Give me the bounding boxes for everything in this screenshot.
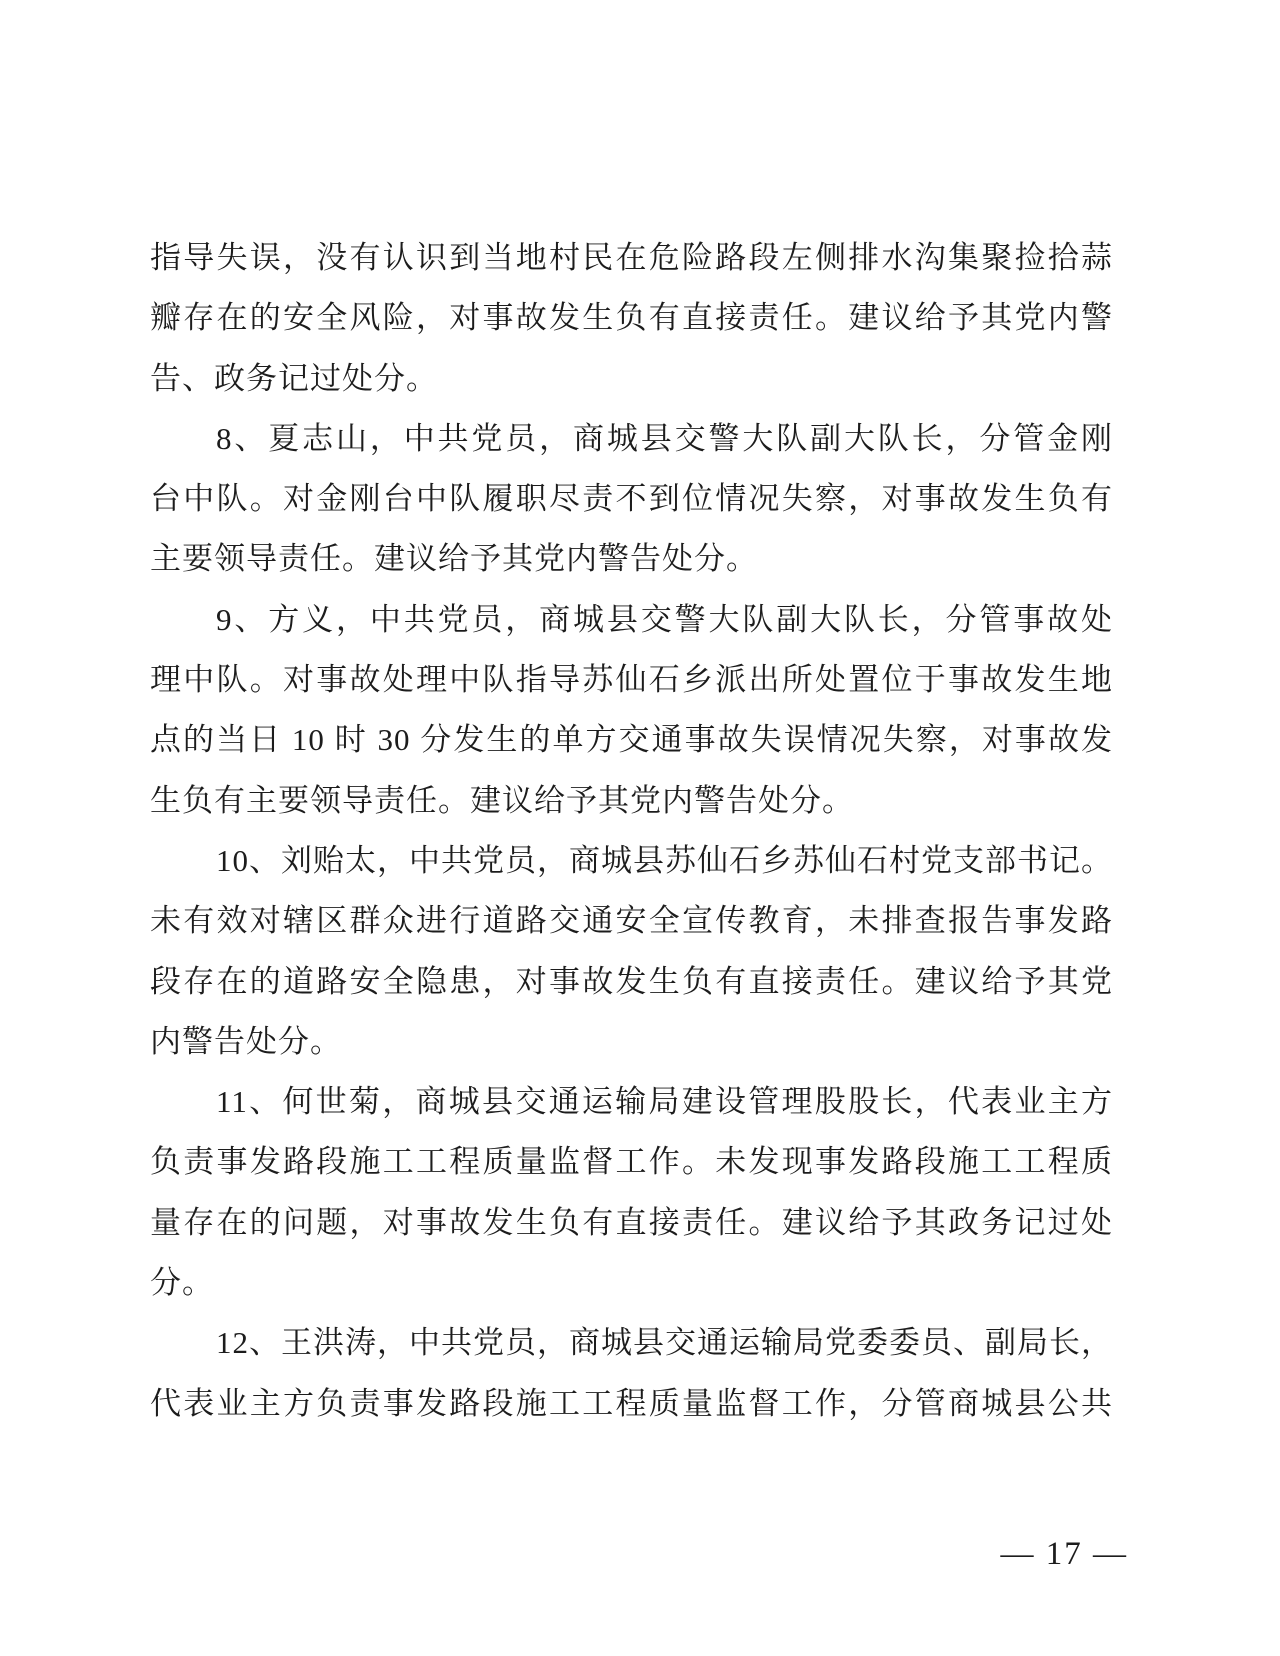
line-18: 分。 bbox=[150, 1265, 214, 1301]
line-15-item-11-start: 11、何世菊，商城县交通运输局建设管理股股长，代表业主方 bbox=[216, 1084, 1113, 1120]
line-6: 主要领导责任。建议给予其党内警告处分。 bbox=[150, 541, 758, 577]
line-14: 内警告处分。 bbox=[150, 1023, 342, 1059]
line-13: 段存在的道路安全隐患，对事故发生负有直接责任。建议给予其党 bbox=[150, 963, 1113, 999]
line-3: 告、政务记过处分。 bbox=[150, 360, 438, 396]
line-10: 生负有主要领导责任。建议给予其党内警告处分。 bbox=[150, 782, 854, 818]
line-7-item-9-start: 9、方义，中共党员，商城县交警大队副大队长，分管事故处 bbox=[216, 601, 1113, 637]
page-number: — 17 — bbox=[1000, 1536, 1128, 1572]
line-8: 理中队。对事故处理中队指导苏仙石乡派出所处置位于事故发生地 bbox=[150, 662, 1113, 698]
line-4-item-8-start: 8、夏志山，中共党员，商城县交警大队副大队长，分管金刚 bbox=[216, 420, 1113, 456]
line-12: 未有效对辖区群众进行道路交通安全宣传教育，未排查报告事发路 bbox=[150, 903, 1113, 939]
line-17: 量存在的问题，对事故发生负有直接责任。建议给予其政务记过处 bbox=[150, 1204, 1113, 1240]
line-16: 负责事发路段施工工程质量监督工作。未发现事发路段施工工程质 bbox=[150, 1144, 1113, 1180]
line-19-item-12-start: 12、王洪涛，中共党员，商城县交通运输局党委委员、副局长， bbox=[216, 1325, 1113, 1361]
line-20: 代表业主方负责事发路段施工工程质量监督工作，分管商城县公共 bbox=[150, 1385, 1113, 1421]
line-9: 点的当日 10 时 30 分发生的单方交通事故失误情况失察，对事故发 bbox=[150, 722, 1113, 758]
line-11-item-10-start: 10、刘贻太，中共党员，商城县苏仙石乡苏仙石村党支部书记。 bbox=[216, 842, 1113, 878]
document-text-block bbox=[150, 228, 1113, 1434]
line-2: 瓣存在的安全风险，对事故发生负有直接责任。建议给予其党内警 bbox=[150, 300, 1113, 336]
line-5: 台中队。对金刚台中队履职尽责不到位情况失察，对事故发生负有 bbox=[150, 481, 1113, 517]
line-1: 指导失误，没有认识到当地村民在危险路段左侧排水沟集聚捡拾蒜 bbox=[150, 240, 1113, 275]
